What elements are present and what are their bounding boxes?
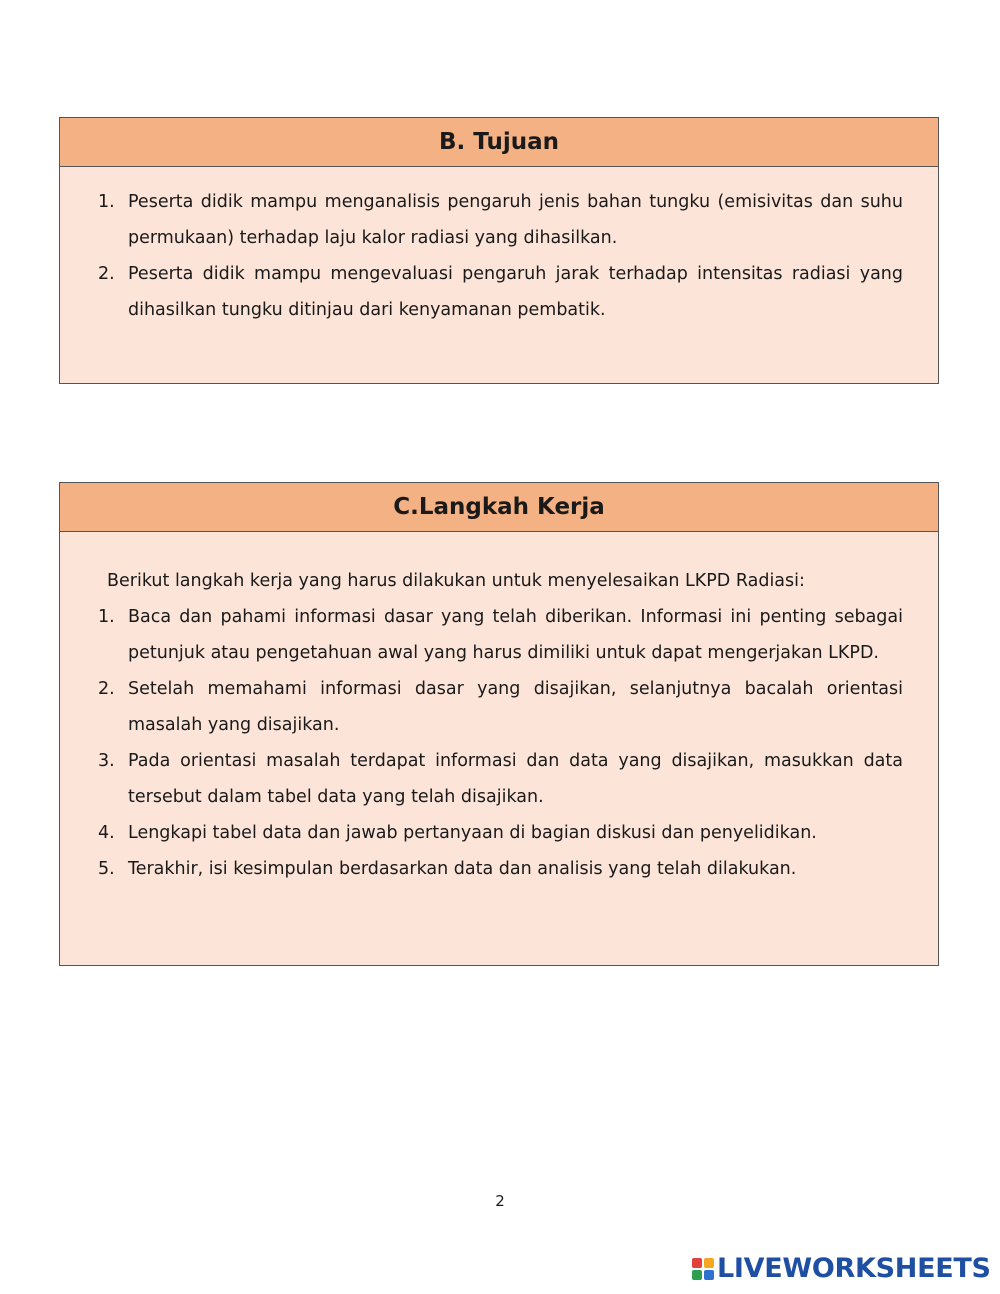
section-tujuan — [59, 117, 939, 384]
section-langkah-kerja-title: C.Langkah Kerja — [60, 483, 938, 532]
list-item-number: 4. — [98, 823, 115, 843]
liveworksheets-brand[interactable] — [692, 1253, 991, 1285]
list-item-text: Baca dan pahami informasi dasar yang telah diberikan. Informasi ini penting sebagai petunjuk atau pengetahuan awal yang harus dimiliki untuk dapat mengerjakan LKPD. — [128, 607, 903, 663]
liveworksheets-wordmark: LIVEWORKSHEETS — [717, 1253, 991, 1284]
list-item — [98, 743, 903, 815]
list-item — [98, 184, 903, 256]
list-item-text: Pada orientasi masalah terdapat informasi dan data yang disajikan, masukkan data tersebut dalam tabel data yang telah disajikan. — [128, 751, 903, 807]
list-item — [98, 815, 903, 851]
liveworksheets-logo-icon — [692, 1258, 714, 1280]
list-item-text: Peserta didik mampu menganalisis pengaruh jenis bahan tungku (emisivitas dan suhu permukaan) terhadap laju kalor radiasi yang dihasilkan. — [128, 192, 903, 248]
langkah-kerja-intro: Berikut langkah kerja yang harus dilakukan untuk menyelesaikan LKPD Radiasi: — [107, 571, 805, 591]
list-item-number: 3. — [98, 751, 115, 771]
section-tujuan-title: B. Tujuan — [60, 118, 938, 167]
tujuan-list — [98, 184, 903, 328]
list-item-text: Setelah memahami informasi dasar yang disajikan, selanjutnya bacalah orientasi masalah yang disajikan. — [128, 679, 903, 735]
list-item-number: 2. — [98, 264, 115, 284]
list-item-number: 1. — [98, 607, 115, 627]
list-item-text: Lengkapi tabel data dan jawab pertanyaan di bagian diskusi dan penyelidikan. — [128, 823, 817, 843]
list-item — [98, 599, 903, 671]
list-item — [98, 671, 903, 743]
list-item — [98, 851, 903, 887]
page-number: 2 — [495, 1192, 505, 1210]
section-tujuan-body — [60, 167, 938, 328]
list-item — [98, 256, 903, 328]
section-langkah-kerja — [59, 482, 939, 966]
langkah-kerja-list — [98, 599, 903, 887]
list-item-text: Terakhir, isi kesimpulan berdasarkan data dan analisis yang telah dilakukan. — [128, 859, 797, 879]
list-item-text: Peserta didik mampu mengevaluasi pengaruh jarak terhadap intensitas radiasi yang dihasilkan tungku ditinjau dari kenyamanan pembatik. — [128, 264, 903, 320]
list-item-number: 5. — [98, 859, 115, 879]
list-item-number: 2. — [98, 679, 115, 699]
list-item-number: 1. — [98, 192, 115, 212]
section-langkah-kerja-body — [60, 532, 938, 887]
